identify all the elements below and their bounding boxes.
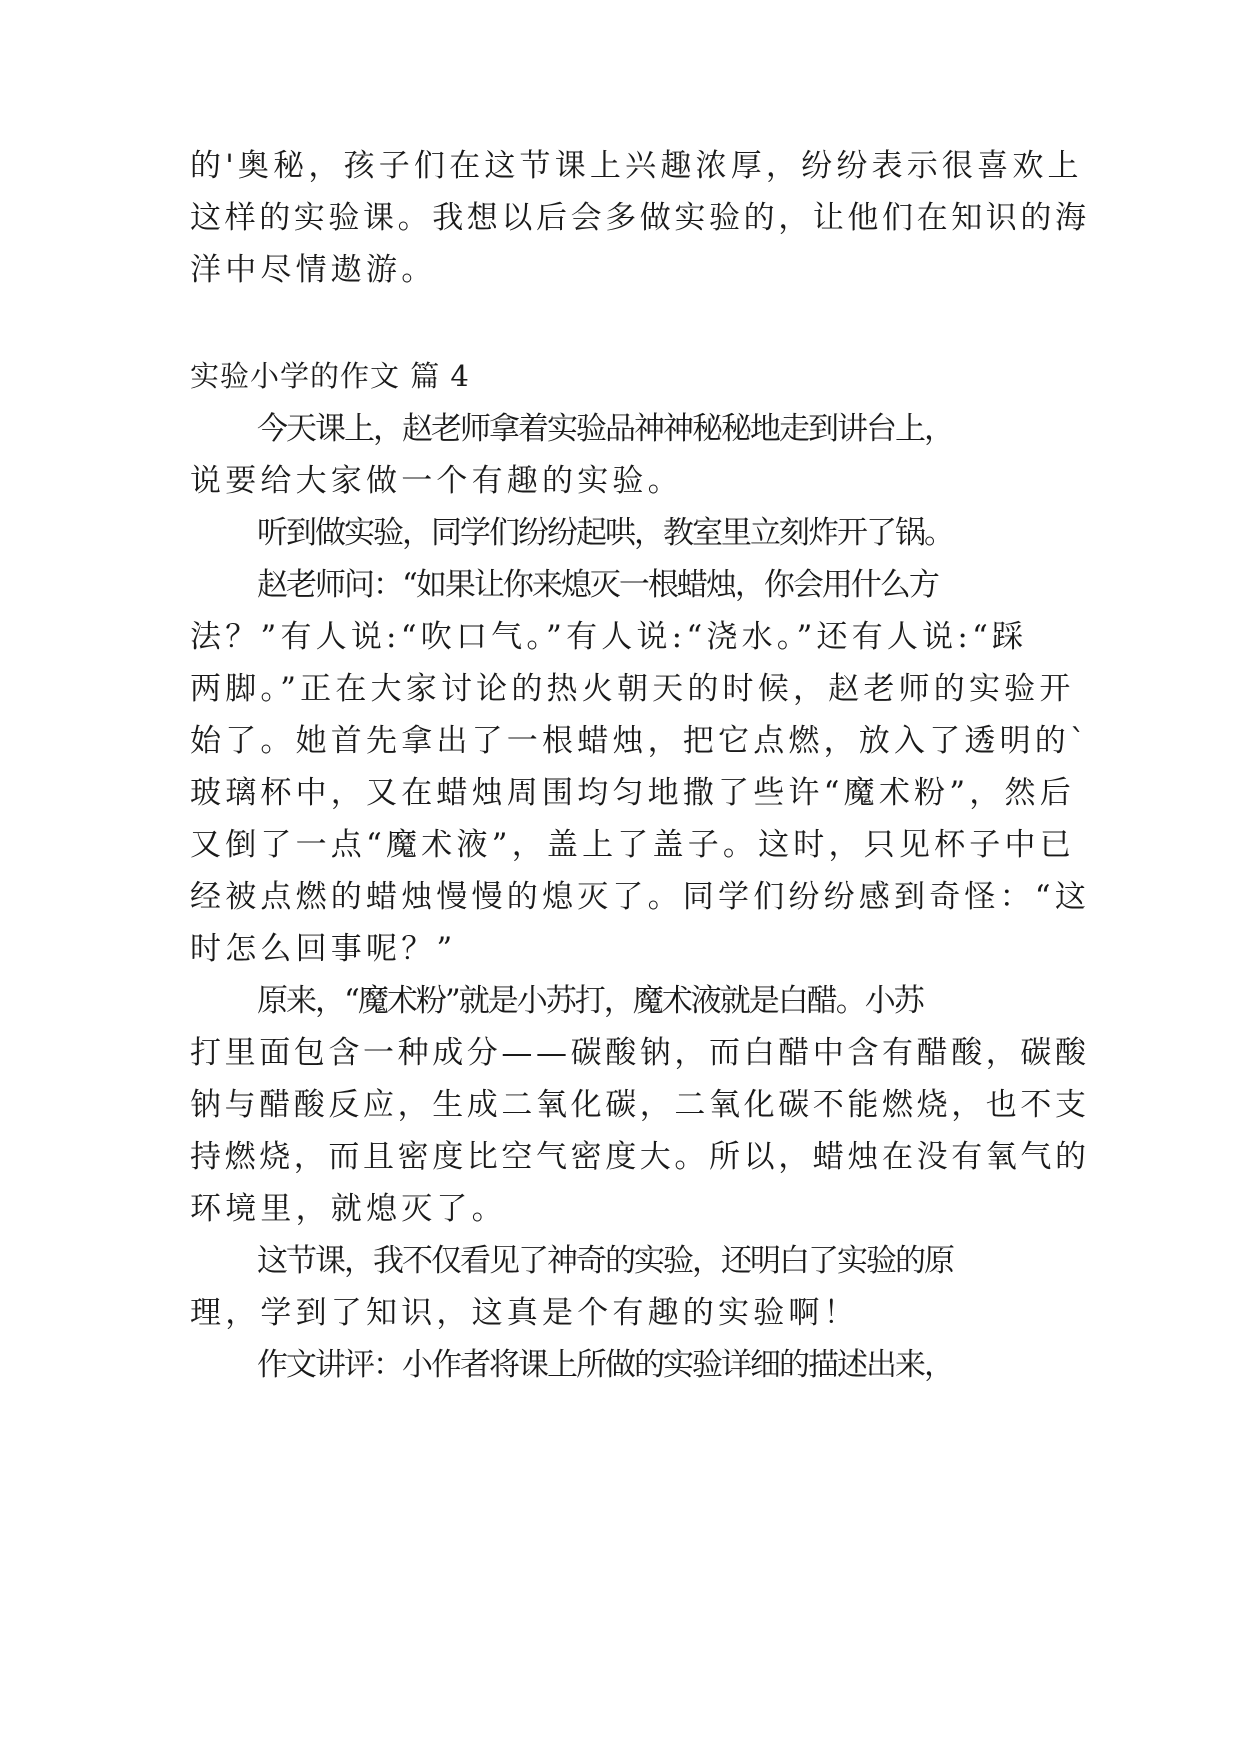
paragraph-line: 环境里，就熄灭了。 [190, 1191, 507, 1227]
paragraph-line: 洋中尽情遨游。 [190, 252, 437, 288]
paragraph-line: 又倒了一点“魔术液”，盖上了盖子。这时，只见杯子中已 [190, 827, 1075, 863]
paragraph-line: 作文讲评：小作者将课上所做的实验详细的描述出来， [257, 1347, 953, 1383]
paragraph-line: 听到做实验，同学们纷纷起哄，教室里立刻炸开了锅。 [257, 515, 953, 551]
paragraph-line: 今天课上，赵老师拿着实验品神神秘秘地走到讲台上， [257, 411, 953, 447]
paragraph-line: 说要给大家做一个有趣的实验。 [190, 463, 683, 499]
paragraph-line: 的'奥秘，孩子们在这节课上兴趣浓厚，纷纷表示很喜欢上 [190, 148, 1083, 184]
paragraph-line: 钠与醋酸反应，生成二氧化碳，二氧化碳不能燃烧，也不支 [190, 1087, 1090, 1123]
paragraph-line: 持燃烧，而且密度比空气密度大。所以，蜡烛在没有氧气的 [190, 1139, 1090, 1175]
section-title: 实验小学的作文 篇 4 [190, 359, 470, 393]
paragraph-line: 理，学到了知识，这真是个有趣的实验啊！ [190, 1295, 859, 1331]
paragraph-line: 法？”有人说:“吹口气。”有人说:“浇水。”还有人说:“踩 [190, 619, 1028, 655]
paragraph-line: 始了。她首先拿出了一根蜡烛，把它点燃，放入了透明的` [190, 723, 1090, 759]
paragraph-line: 这节课，我不仅看见了神奇的实验，还明白了实验的原 [257, 1243, 953, 1279]
paragraph-line: 两脚。”正在大家讨论的热火朝天的时候，赵老师的实验开 [190, 671, 1075, 707]
paragraph-line: 打里面包含一种成分——碳酸钠，而白醋中含有醋酸，碳酸 [190, 1035, 1090, 1071]
paragraph-line: 玻璃杯中，又在蜡烛周围均匀地撒了些许“魔术粉”，然后 [190, 775, 1075, 811]
paragraph-line: 这样的实验课。我想以后会多做实验的，让他们在知识的海 [190, 200, 1090, 236]
paragraph-line: 原来，“魔术粉”就是小苏打，魔术液就是白醋。小苏 [257, 983, 923, 1019]
paragraph-line: 经被点燃的蜡烛慢慢的熄灭了。同学们纷纷感到奇怪：“这 [190, 879, 1091, 915]
paragraph-line: 赵老师问：“如果让你来熄灭一根蜡烛，你会用什么方 [257, 567, 938, 603]
paragraph-line: 时怎么回事呢？” [190, 931, 457, 967]
